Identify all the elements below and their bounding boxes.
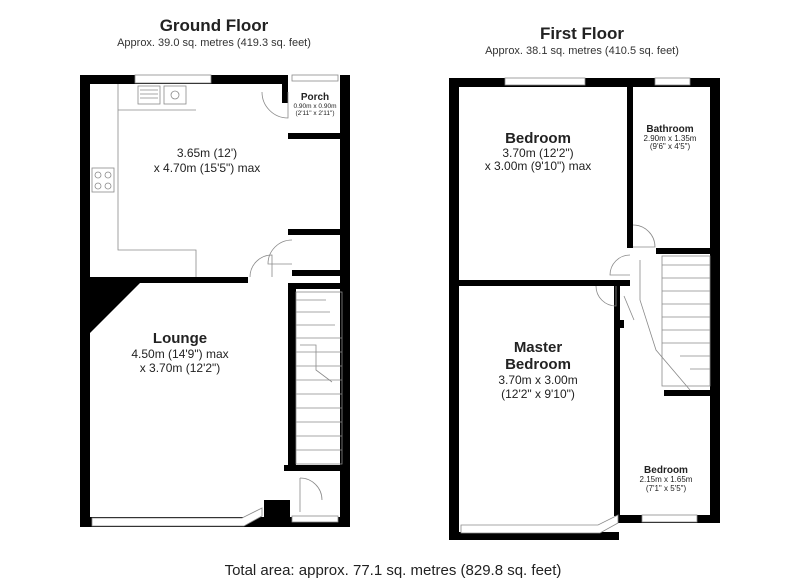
small-bed-window xyxy=(642,515,697,522)
small-bedroom-label: Bedroom xyxy=(644,465,688,476)
kitchen-window xyxy=(135,75,211,83)
ground-floor-plan xyxy=(80,75,350,527)
hall-mid-wall xyxy=(292,270,342,276)
bathroom-label: Bathroom xyxy=(646,124,694,135)
first-right-wall xyxy=(710,78,720,523)
sink-drainer xyxy=(138,86,160,104)
front-door-window xyxy=(292,516,338,522)
bathroom-dim-2: (9'6" x 4'5") xyxy=(649,142,691,151)
stair-left-wall xyxy=(288,283,296,468)
bed-master-wall xyxy=(458,280,630,286)
kitchen-worktop xyxy=(118,84,196,277)
hall-top-wall xyxy=(288,229,344,235)
bath-left-wall xyxy=(627,78,633,248)
front-door-swing xyxy=(300,478,322,500)
bath-bottom-wall xyxy=(656,248,714,254)
front-wall-stub xyxy=(264,500,290,520)
ground-staircase xyxy=(296,292,342,464)
first-staircase xyxy=(640,256,710,390)
porch-dim-1: 0.90m x 0.90m xyxy=(293,103,337,110)
sink-icon xyxy=(164,86,186,104)
porch-label: Porch xyxy=(300,92,330,103)
bathroom-dim-1: 2.90m x 1.35m xyxy=(643,134,697,143)
bedroom-window xyxy=(505,78,585,85)
small-bedroom-dim-1: 2.15m x 1.65m xyxy=(639,475,693,484)
small-bed-top-wall xyxy=(664,390,714,396)
first-left-wall xyxy=(449,78,459,540)
master-bedroom-label-1: Master xyxy=(513,339,563,356)
master-bedroom-label-2: Bedroom xyxy=(505,356,571,373)
lounge-dim-2: x 3.70m (12'2") xyxy=(139,361,221,375)
stair-bottom-wall xyxy=(284,465,342,471)
bedroom-dim-1: 3.70m (12'2") xyxy=(502,146,574,160)
lounge-label: Lounge xyxy=(152,330,208,347)
bedroom-dim-2: x 3.00m (9'10") max xyxy=(484,159,592,173)
lounge-dim-1: 4.50m (14'9") max xyxy=(131,347,229,361)
kitchen-dim-1: 3.65m (12') xyxy=(176,146,238,160)
kitchen-lounge-wall xyxy=(88,277,248,283)
ground-floor-title: Ground Floor xyxy=(159,16,269,35)
master-bedroom-dim-2: (12'2" x 9'10") xyxy=(501,387,575,401)
bathroom-window xyxy=(655,78,690,85)
stair-top-wall xyxy=(296,283,342,289)
porch-window xyxy=(292,75,338,81)
small-bedroom-dim-2: (7'1" x 5'5") xyxy=(645,484,687,493)
porch-bottom-wall xyxy=(288,133,344,139)
first-floor-area: Approx. 38.1 sq. metres (410.5 sq. feet) xyxy=(485,45,679,57)
total-area: Total area: approx. 77.1 sq. metres (829.8 sq. feet) xyxy=(224,562,562,579)
bedroom-door-swing xyxy=(610,255,630,275)
ground-floor-area: Approx. 39.0 sq. metres (419.3 sq. feet) xyxy=(117,37,311,49)
first-floor-title: First Floor xyxy=(539,24,625,43)
bedroom-label: Bedroom xyxy=(505,130,571,147)
porch-left-wall xyxy=(282,75,288,103)
hob-icon xyxy=(92,168,114,192)
master-door-swing xyxy=(596,286,616,306)
porch-dim-2: (2'11" x 2'11") xyxy=(295,110,335,117)
lounge-chimney-breast xyxy=(88,283,140,335)
ground-right-wall xyxy=(340,75,350,527)
master-bedroom-dim-1: 3.70m x 3.00m xyxy=(498,373,578,387)
bathroom-door-swing xyxy=(633,225,655,247)
kitchen-dim-2: x 4.70m (15'5") max xyxy=(153,161,261,175)
master-bay-window xyxy=(461,515,618,533)
